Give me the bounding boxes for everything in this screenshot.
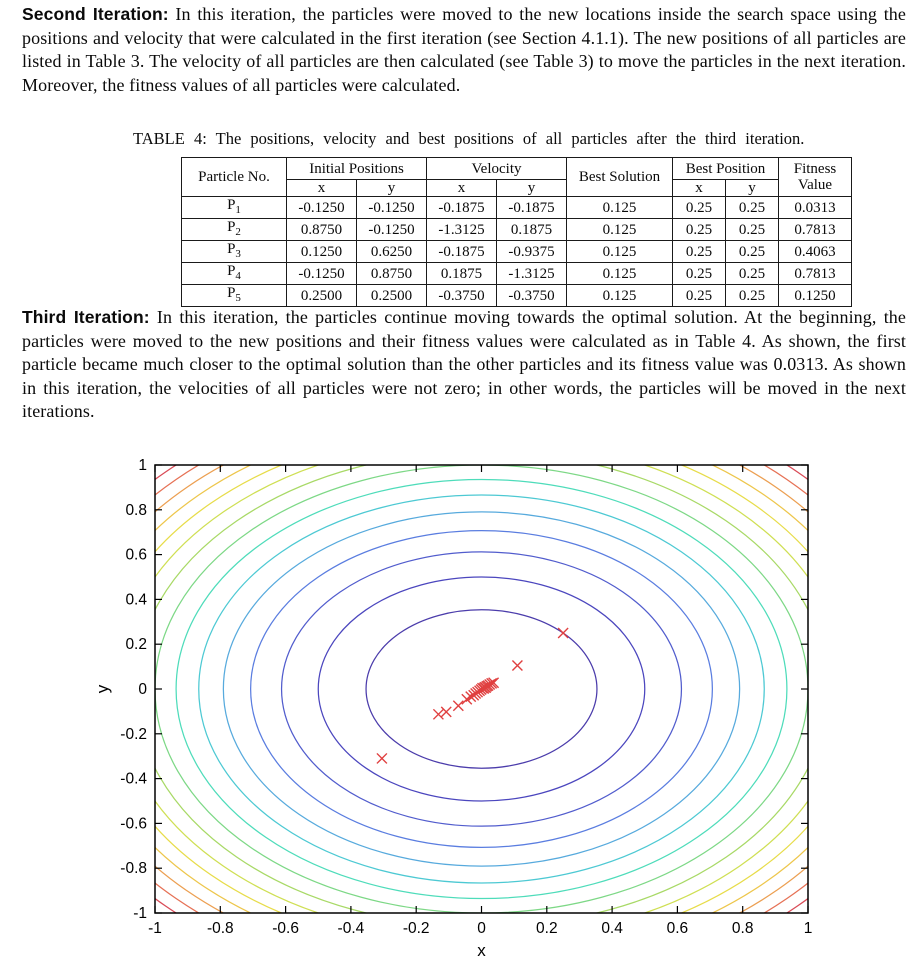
- table-cell: 0.25: [726, 219, 779, 241]
- y-tick-label: 0.2: [125, 636, 147, 654]
- particle-marker: [512, 660, 522, 670]
- table-cell: -0.1875: [497, 197, 567, 219]
- table-cell: -0.1250: [287, 263, 357, 285]
- table-cell: 0.6250: [357, 241, 427, 263]
- table-row: [182, 219, 852, 241]
- table-caption: TABLE 4: The positions, velocity and best positions of all particles after the third iteration.: [133, 129, 805, 148]
- table-cell: 0.4063: [779, 241, 852, 263]
- table-cell: -0.3750: [427, 285, 497, 307]
- x-tick-label: 1: [803, 920, 813, 937]
- table-cell: 0.2500: [287, 285, 357, 307]
- table-cell: 0.125: [567, 263, 673, 285]
- table-cell: 0.25: [673, 263, 726, 285]
- x-tick-label: 0: [477, 920, 486, 937]
- particle-label: $P_4$: [182, 263, 287, 285]
- table-cell: 0.25: [726, 285, 779, 307]
- paragraph-second-iteration: [22, 3, 906, 97]
- y-tick-label: 0.4: [125, 591, 147, 609]
- header-y: y: [726, 180, 779, 197]
- particles-table-header: [182, 158, 852, 197]
- header-best-position: Best Position: [673, 158, 779, 180]
- header-initial-positions: Initial Positions: [287, 158, 427, 180]
- y-tick-label: -0.2: [120, 725, 147, 743]
- table-cell: 0.25: [726, 197, 779, 219]
- table-cell: 0.8750: [287, 219, 357, 241]
- particles-table-body: [182, 197, 852, 307]
- table-row: [182, 241, 852, 263]
- particle-markers: [377, 628, 568, 763]
- second-iteration-text: In this iteration, the particles were moved to the new locations inside the search space using the positions and velocity that were calculated in the first iteration (see Section 4.1.1). The new positions of all particles are listed in Table 3. The velocity of all particles are then calculated (see Table 3) to move the particles in the next iteration. Moreover, the fitness values of all particles were calculated.: [22, 4, 906, 95]
- header-x: x: [287, 180, 357, 197]
- table-cell: -0.1875: [427, 197, 497, 219]
- third-iteration-heading: Third Iteration:: [22, 307, 150, 327]
- particle-marker: [377, 753, 387, 763]
- table-cell: 0.1250: [779, 285, 852, 307]
- particle-label: $P_2$: [182, 219, 287, 241]
- header-particle-no: Particle No.: [182, 158, 287, 197]
- table-row: [182, 197, 852, 219]
- table-cell: 0.125: [567, 197, 673, 219]
- particle-marker: [558, 628, 568, 638]
- table-cell: 0.25: [726, 263, 779, 285]
- table-cell: -1.3125: [497, 263, 567, 285]
- table-cell: 0.2500: [357, 285, 427, 307]
- y-tick-label: 0: [138, 681, 147, 698]
- table-cell: -0.3750: [497, 285, 567, 307]
- table-cell: 0.25: [673, 197, 726, 219]
- y-tick-label: 0.8: [125, 501, 147, 519]
- table-cell: 0.7813: [779, 263, 852, 285]
- table-cell: -1.3125: [427, 219, 497, 241]
- x-tick-label: -0.2: [402, 920, 430, 937]
- table-cell: 0.25: [673, 285, 726, 307]
- particle-label: $P_5$: [182, 285, 287, 307]
- contour-line: [82, 440, 882, 963]
- x-tick-label: 0.4: [601, 920, 623, 937]
- particle-marker: [433, 709, 443, 719]
- header-velocity: Velocity: [427, 158, 567, 180]
- y-tick-label: 1: [138, 457, 147, 474]
- x-tick-label: 0.6: [666, 920, 689, 937]
- table-cell: 0.1250: [287, 241, 357, 263]
- table-cell: 0.125: [567, 219, 673, 241]
- header-y: y: [497, 180, 567, 197]
- header-best-solution: Best Solution: [567, 158, 673, 197]
- table-cell: 0.7813: [779, 219, 852, 241]
- table-cell: -0.1250: [357, 197, 427, 219]
- y-tick-label: -1: [133, 905, 147, 922]
- x-tick-label: -1: [148, 920, 162, 937]
- contour-plot: [0, 440, 910, 964]
- table-row: [182, 263, 852, 285]
- y-tick-label: -0.4: [120, 770, 147, 788]
- second-iteration-heading: Second Iteration:: [22, 4, 169, 24]
- header-x: x: [427, 180, 497, 197]
- header-x: x: [673, 180, 726, 197]
- x-tick-label: 0.2: [536, 920, 558, 937]
- contour-figure: [0, 440, 910, 964]
- y-tick-label: 0.6: [125, 546, 147, 564]
- x-tick-label: -0.6: [272, 920, 299, 937]
- table-row: [182, 285, 852, 307]
- table-cell: -0.1250: [287, 197, 357, 219]
- table-cell: 0.25: [673, 241, 726, 263]
- particle-marker: [441, 707, 451, 717]
- table-cell: 0.0313: [779, 197, 852, 219]
- table-cell: -0.9375: [497, 241, 567, 263]
- particle-marker: [453, 701, 463, 711]
- table-cell: 0.1875: [427, 263, 497, 285]
- particle-label: $P_1$: [182, 197, 287, 219]
- particles-table: [181, 157, 852, 307]
- x-axis-label: x: [477, 941, 486, 960]
- particle-label: $P_3$: [182, 241, 287, 263]
- contour-line: [34, 440, 910, 964]
- y-tick-label: -0.8: [120, 860, 147, 878]
- x-tick-label: -0.4: [337, 920, 365, 937]
- table-cell: 0.125: [567, 285, 673, 307]
- table-cell: 0.1875: [497, 219, 567, 241]
- x-tick-label: 0.8: [731, 920, 754, 937]
- table-cell: 0.8750: [357, 263, 427, 285]
- third-iteration-text: In this iteration, the particles continue moving towards the optimal solution. At the beginning, the particles were moved to the new positions and their fitness values were calculated as in Table 4. As shown, the first particle became much closer to the optimal solution than the other particles and its fitness value was 0.0313. As shown in this iteration, the velocities of all particles were not zero; in other words, the particles will be moved in the next iterations.: [22, 307, 906, 421]
- header-y: y: [357, 180, 427, 197]
- y-axis-label: y: [93, 684, 112, 694]
- table-cell: -0.1250: [357, 219, 427, 241]
- table-cell: 0.25: [726, 241, 779, 263]
- x-tick-label: -0.8: [206, 920, 234, 937]
- paragraph-third-iteration: [22, 306, 906, 424]
- header-fitness-value: Fitness Value: [779, 158, 852, 197]
- y-tick-label: -0.6: [120, 815, 147, 833]
- table-cell: 0.125: [567, 241, 673, 263]
- table-cell: 0.25: [673, 219, 726, 241]
- table-cell: -0.1875: [427, 241, 497, 263]
